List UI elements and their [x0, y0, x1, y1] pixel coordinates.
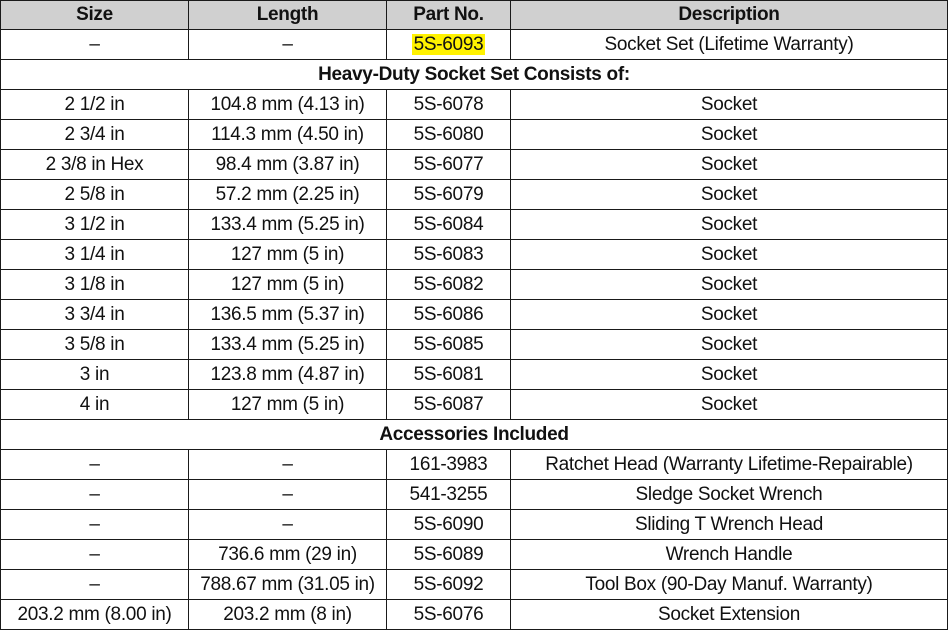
cell-length: 133.4 mm (5.25 in): [189, 210, 387, 240]
section-heading-row: [1, 60, 948, 90]
cell-part-no: [387, 30, 511, 60]
section-heading-accessories: Accessories Included: [1, 420, 948, 450]
cell-part-no: 5S-6084: [387, 210, 511, 240]
header-description: Description: [511, 1, 948, 30]
cell-part-no: 5S-6090: [387, 510, 511, 540]
cell-part-no: 5S-6077: [387, 150, 511, 180]
table-row: [1, 360, 948, 390]
cell-length: 133.4 mm (5.25 in): [189, 330, 387, 360]
table-row: [1, 210, 948, 240]
cell-length: 123.8 mm (4.87 in): [189, 360, 387, 390]
cell-length: 127 mm (5 in): [189, 240, 387, 270]
header-length: Length: [189, 1, 387, 30]
accessories-heading-group: [1, 420, 948, 450]
cell-size: 203.2 mm (8.00 in): [1, 600, 189, 630]
cell-size: –: [1, 480, 189, 510]
cell-description: Socket: [511, 330, 948, 360]
cell-part-no: 5S-6081: [387, 360, 511, 390]
table-row: [1, 150, 948, 180]
cell-length: –: [189, 450, 387, 480]
table-row: [1, 480, 948, 510]
cell-size: 2 3/4 in: [1, 120, 189, 150]
cell-size: 3 1/2 in: [1, 210, 189, 240]
cell-size: –: [1, 450, 189, 480]
section-heading-row: [1, 420, 948, 450]
cell-length: –: [189, 30, 387, 60]
table-row: [1, 450, 948, 480]
cell-size: –: [1, 570, 189, 600]
cell-part-no: 5S-6086: [387, 300, 511, 330]
cell-description: Socket: [511, 360, 948, 390]
header-part-no: Part No.: [387, 1, 511, 30]
header-size: Size: [1, 1, 189, 30]
cell-description: Socket: [511, 300, 948, 330]
cell-length: 127 mm (5 in): [189, 390, 387, 420]
table-row: [1, 330, 948, 360]
cell-description: Ratchet Head (Warranty Lifetime-Repairable): [511, 450, 948, 480]
table-row: [1, 90, 948, 120]
cell-part-no: 5S-6079: [387, 180, 511, 210]
highlighted-part-number: 5S-6093: [413, 33, 484, 55]
cell-length: 57.2 mm (2.25 in): [189, 180, 387, 210]
cell-size: –: [1, 540, 189, 570]
cell-size: 3 in: [1, 360, 189, 390]
cell-part-no: 5S-6087: [387, 390, 511, 420]
cell-part-no: 541-3255: [387, 480, 511, 510]
table-row: [1, 240, 948, 270]
cell-size: 3 1/4 in: [1, 240, 189, 270]
cell-part-no: 5S-6076: [387, 600, 511, 630]
table-row: [1, 510, 948, 540]
cell-part-no: 5S-6078: [387, 90, 511, 120]
cell-size: 3 3/4 in: [1, 300, 189, 330]
cell-part-no: 161-3983: [387, 450, 511, 480]
cell-description: Sledge Socket Wrench: [511, 480, 948, 510]
cell-size: 3 5/8 in: [1, 330, 189, 360]
table-row: [1, 120, 948, 150]
cell-size: 2 3/8 in Hex: [1, 150, 189, 180]
cell-length: –: [189, 480, 387, 510]
table-row: [1, 390, 948, 420]
cell-description: Socket Set (Lifetime Warranty): [511, 30, 948, 60]
cell-description: Tool Box (90-Day Manuf. Warranty): [511, 570, 948, 600]
cell-part-no: 5S-6085: [387, 330, 511, 360]
cell-part-no: 5S-6082: [387, 270, 511, 300]
cell-length: 104.8 mm (4.13 in): [189, 90, 387, 120]
table-row: [1, 540, 948, 570]
cell-description: Socket: [511, 180, 948, 210]
cell-part-no: 5S-6089: [387, 540, 511, 570]
cell-length: 127 mm (5 in): [189, 270, 387, 300]
cell-size: –: [1, 510, 189, 540]
table-header: [1, 1, 948, 30]
cell-size: 2 5/8 in: [1, 180, 189, 210]
table-row: [1, 180, 948, 210]
table-row: [1, 270, 948, 300]
cell-size: 2 1/2 in: [1, 90, 189, 120]
cell-part-no: 5S-6083: [387, 240, 511, 270]
header-row: [1, 1, 948, 30]
accessory-rows: [1, 450, 948, 630]
cell-length: 136.5 mm (5.37 in): [189, 300, 387, 330]
cell-description: Socket: [511, 390, 948, 420]
table-row: [1, 300, 948, 330]
cell-description: Wrench Handle: [511, 540, 948, 570]
socket-set-row: [1, 30, 948, 60]
cell-length: 98.4 mm (3.87 in): [189, 150, 387, 180]
cell-length: 114.3 mm (4.50 in): [189, 120, 387, 150]
cell-part-no: 5S-6080: [387, 120, 511, 150]
cell-length: –: [189, 510, 387, 540]
cell-description: Sliding T Wrench Head: [511, 510, 948, 540]
cell-size: 3 1/8 in: [1, 270, 189, 300]
section-heading-socket-set: Heavy-Duty Socket Set Consists of:: [1, 60, 948, 90]
cell-length: 203.2 mm (8 in): [189, 600, 387, 630]
cell-length: 788.67 mm (31.05 in): [189, 570, 387, 600]
cell-description: Socket: [511, 270, 948, 300]
cell-size: 4 in: [1, 390, 189, 420]
table-row: [1, 600, 948, 630]
cell-description: Socket: [511, 150, 948, 180]
cell-description: Socket: [511, 90, 948, 120]
cell-description: Socket Extension: [511, 600, 948, 630]
table-body: [1, 30, 948, 90]
cell-description: Socket: [511, 240, 948, 270]
cell-part-no: 5S-6092: [387, 570, 511, 600]
cell-description: Socket: [511, 210, 948, 240]
cell-description: Socket: [511, 120, 948, 150]
cell-size: –: [1, 30, 189, 60]
cell-length: 736.6 mm (29 in): [189, 540, 387, 570]
table-row: [1, 570, 948, 600]
socket-rows: [1, 90, 948, 420]
